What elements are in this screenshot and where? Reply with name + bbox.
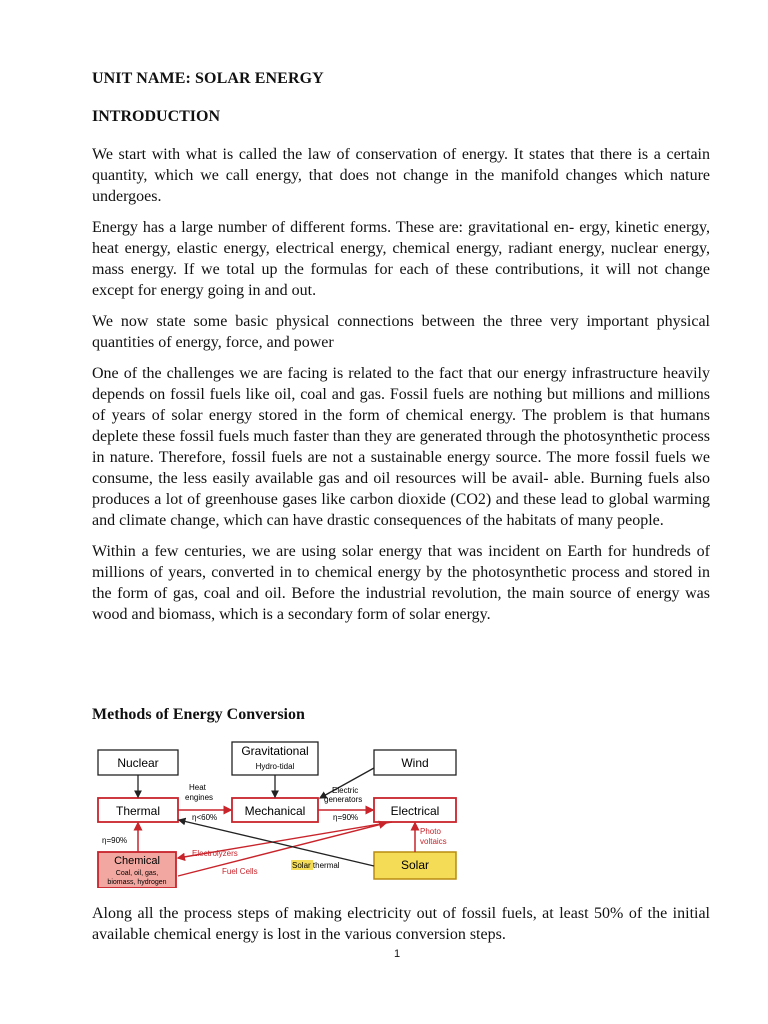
- chemical-label: Chemical: [114, 855, 160, 867]
- electrolyzers-label: Electrolyzers: [192, 849, 238, 858]
- chemical-sub-1: Coal, oil, gas,: [115, 870, 159, 877]
- electric-generators-label-1: Electric: [332, 786, 359, 795]
- solar-thermal-label: Solar thermal: [292, 861, 340, 870]
- chemical-sub-2: biomass, hydrogen: [107, 879, 167, 886]
- paragraph-fossil-fuels: One of the challenges we are facing is related to the fact that our energy infrastructure heavily depends on fossil fuels like oil, coal and gas. Fossil fuels are nothing but millions and millions of years of solar energy stored in the form of chemical energy. The problem is that humans deplete these fossil fuels much faster than they are generated through the photosynthetic process in nature. Therefore, fossil fuels are not a sustainable energy source. The more fossil fuels we consume, the less easily available gas and oil resources will be avail- able. Burning fuels also produces a lot of greenhouse gases like carbon dioxide (CO2) and these lead to global warming and climate change, which can have drastic consequences of the habitats of many people.: [92, 365, 710, 529]
- efficiency-90-left-label: η=90%: [102, 836, 128, 845]
- unit-title: UNIT NAME: SOLAR ENERGY: [92, 70, 324, 87]
- electrical-label: Electrical: [390, 804, 440, 818]
- energy-conversion-diagram: [92, 738, 462, 888]
- paragraph-conversion-losses: Along all the process steps of making electricity out of fossil fuels, at least 50% of the initial available chemical energy is lost in the various conversion steps.: [92, 905, 710, 943]
- introduction-heading: INTRODUCTION: [92, 108, 221, 125]
- fuel-cells-label: Fuel Cells: [222, 867, 258, 876]
- solar-label: Solar: [400, 858, 430, 872]
- paragraph-solar-history: Within a few centuries, we are using solar energy that was incident on Earth for hundreds of millions of years, converted in to chemical energy by the photosynthetic process and stored in the form of gas, coal and oil. Before the industrial revolution, the main source of energy was wood and biomass, which is a secondary form of solar energy.: [92, 543, 710, 623]
- paragraph-energy-forms: Energy has a large number of different forms. These are: gravitational en- ergy, kinetic energy, heat energy, elastic energy, electrical energy, chemical energy, radiant energy, nuclear energy, mass energy. If we total up the formulas for each of these contributions, it will not change except for energy going in and out.: [92, 219, 710, 299]
- mechanical-label: Mechanical: [244, 804, 306, 818]
- efficiency-60-label: η<60%: [192, 813, 218, 822]
- wind-label: Wind: [401, 756, 429, 770]
- photovoltaics-label-2: voltaics: [420, 837, 447, 846]
- efficiency-90-right-label: η=90%: [333, 813, 359, 822]
- body-text: [92, 144, 710, 635]
- heat-engines-label-1: Heat: [189, 783, 206, 792]
- heat-engines-label-2: engines: [185, 793, 214, 802]
- paragraph-physical-connections: We now state some basic physical connections between the three very important physical quantities of energy, force, and power: [92, 313, 710, 351]
- page-number: 1: [394, 948, 401, 960]
- paragraph-conservation: We start with what is called the law of conservation of energy. It states that there is a certain quantity, which we call energy, that does not change in the manifold changes which nature undergoes.: [92, 146, 710, 205]
- methods-heading: Methods of Energy Conversion: [92, 706, 305, 723]
- electric-generators-label-2: generators: [324, 795, 363, 804]
- photovoltaics-label-1: Photo: [420, 827, 441, 836]
- thermal-label: Thermal: [115, 804, 161, 818]
- hydro-tidal-label: Hydro-tidal: [255, 762, 295, 771]
- arrow-solar-thermal: [179, 820, 374, 866]
- nuclear-label: Nuclear: [117, 756, 159, 770]
- gravitational-label: Gravitational: [241, 744, 309, 758]
